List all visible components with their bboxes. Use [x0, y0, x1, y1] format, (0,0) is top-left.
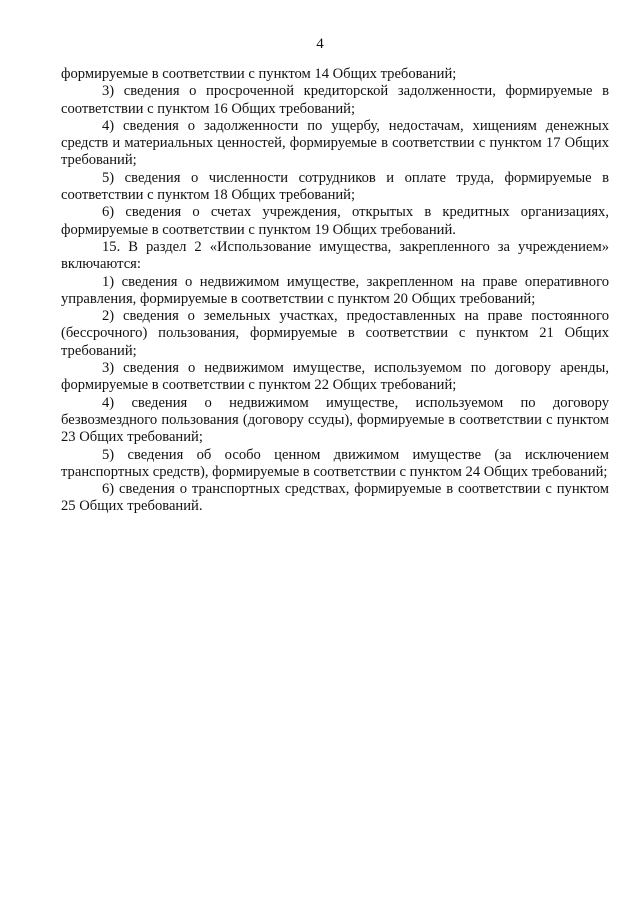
- paragraph-item-2-land-plots: 2) сведения о земельных участках, предоставленных на праве постоянного (бессрочного) пользования, формируемые в соответствии с пунктом 21 Общих требований;: [61, 308, 609, 359]
- paragraph-item-3-lease: 3) сведения о недвижимом имуществе, используемом по договору аренды, формируемые в соответствии с пунктом 22 Общих требований;: [61, 360, 609, 394]
- paragraph-item-1-real-estate: 1) сведения о недвижимом имуществе, закрепленном на праве оперативного управления, формируемые в соответствии с пунктом 20 Общих требований;: [61, 273, 609, 307]
- paragraph-item-6-vehicles: 6) сведения о транспортных средствах, формируемые в соответствии с пунктом 25 Общих требований.: [61, 481, 609, 515]
- paragraph-item-6-bank-accounts: 6) сведения о счетах учреждения, открытых в кредитных организациях, формируемые в соответствии с пунктом 19 Общих требований.: [61, 204, 609, 238]
- paragraph-item-5-staff-payroll: 5) сведения о численности сотрудников и оплате труда, формируемые в соответствии с пунктом 18 Общих требований;: [61, 169, 609, 204]
- paragraph-item-3-overdue-payables: 3) сведения о просроченной кредиторской задолженности, формируемые в соответствии с пунктом 16 Общих требований;: [61, 83, 609, 117]
- paragraph-item-5-valuable-movables: 5) сведения об особо ценном движимом имуществе (за исключением транспортных средств), формируемые в соответствии с пунктом 24 Общих требований;: [61, 446, 609, 480]
- paragraph-item-4-damage-debt: 4) сведения о задолженности по ущербу, недостачам, хищениям денежных средств и материальных ценностей, формируемые в соответствии с пунктом 17 Общих требований;: [61, 117, 609, 169]
- page-number: 4: [316, 36, 324, 52]
- paragraph-section-15-heading: 15. В раздел 2 «Использование имущества, закрепленного за учреждением» включаются:: [61, 238, 609, 273]
- document-body: [61, 66, 609, 516]
- paragraph-continuation: формируемые в соответствии с пунктом 14 Общих требований;: [61, 66, 457, 82]
- paragraph-item-4-free-use: 4) сведения о недвижимом имуществе, используемом по договору безвозмездного пользования (договору ссуды), формируемые в соответствии с пунктом 23 Общих требований;: [61, 394, 609, 446]
